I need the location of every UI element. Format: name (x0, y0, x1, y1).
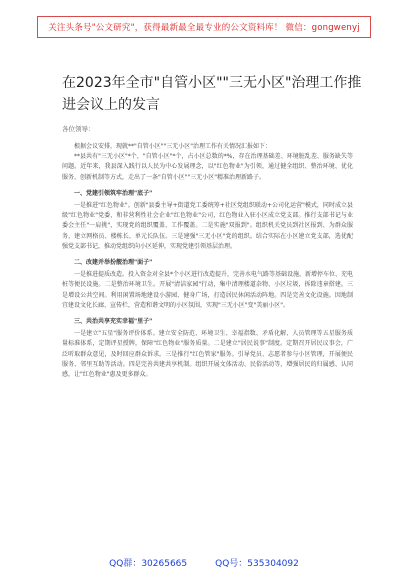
qq-group-text: QQ群：30265665 (109, 559, 188, 569)
salutation: 各位领导： (62, 125, 95, 133)
section-heading: 一、党建引领筑牢治理"底子" (74, 189, 153, 197)
document-title: 在2023年全市"自管小区""三无小区"治理工作推进会议上的发言 (62, 75, 362, 113)
promo-banner-text: 关注头条号"公文研究"，获得最新最全最专业的公文资料库！ 微信：gongwenyj (37, 16, 371, 38)
contact-footer (0, 556, 408, 569)
section-paragraph: 一是推进"红色物业"。创新"县委主导+街道党工委统筹+社区党组织联动+公司化运营"模式，同时成立县级"红色物业"党委，和非营利性社会企业"红色物业"公司，红色物业入驻小区成立党支部。推行支部书记与业委会主任"一肩挑"，实现党的组织覆盖、工作覆盖。二是实施"双报到"。组织机关党员到社区报到、为群众服务，建立网格员、楼栋长、单元长队伍。三是建强"三无小区"党的组织。结合实际在小区建立党支部，选优配强党支部书记，推动党组织向小区延伸，实现党建引领基层治理。 (62, 202, 353, 250)
section-paragraph: 一是推进提质改造。投入资金对全县*个小区进行改造提升，完善水电气路等基础设施，新增停车位、充电桩等便民设施。二是整治环境卫生。开展"清洁家园"行动，集中清理楼道杂物、小区垃圾，拆除违章搭建。三是增设公共空间。利用闲置场地建设小游园、健身广场，打造居民休闲活动阵地。四是完善文化设施。因地制宜建设文化长廊、宣传栏，营造和谐文明的小区氛围，实现"三无小区"变"美丽小区"。 (62, 271, 354, 309)
intro-paragraph: **县共有"三无小区"*个，"自管小区"*个，占小区总数的*%，存在治理基础差、环境脏乱差、服务缺失等问题。近年来，我县深入践行以人民为中心发展理念，以"红色物业"为引领，通过健全组织、整治环境、优化服务、创新机制等方式，走出了一条"自管小区""三无小区"精准治理新路子。 (62, 153, 353, 181)
qq-number-text: QQ号：535304092 (215, 559, 299, 569)
intro-paragraph: 根据会议安排，现就**"自管小区""三无小区"治理工作有关情况汇报如下： (74, 143, 272, 150)
document-body (62, 142, 353, 380)
section-paragraph: 一是建立"五星"服务评价体系。建立安全防范、环境卫生、幸福指数、矛盾化解、人员管理等五星服务质量标准体系，定期评星授牌，保障"红色物业"服务质量。二是建立"居民说事"制度。定期召开居民议事会，广泛听取群众意见，及时回应群众诉求。三是推行"红色管家"服务。引导党员、志愿者参与小区管理，开展便民服务、邻里互助等活动。四是完善共建共享机制。组织开展文体活动、民俗活动等，增强居民的归属感、认同感，让"红色物业"惠及更多群众。 (62, 330, 353, 379)
section-heading: 二、改建并举扮靓治理"面子" (74, 259, 153, 267)
section-heading: 三、共治共享充实幸福"里子" (74, 318, 153, 326)
promo-banner (0, 0, 408, 46)
